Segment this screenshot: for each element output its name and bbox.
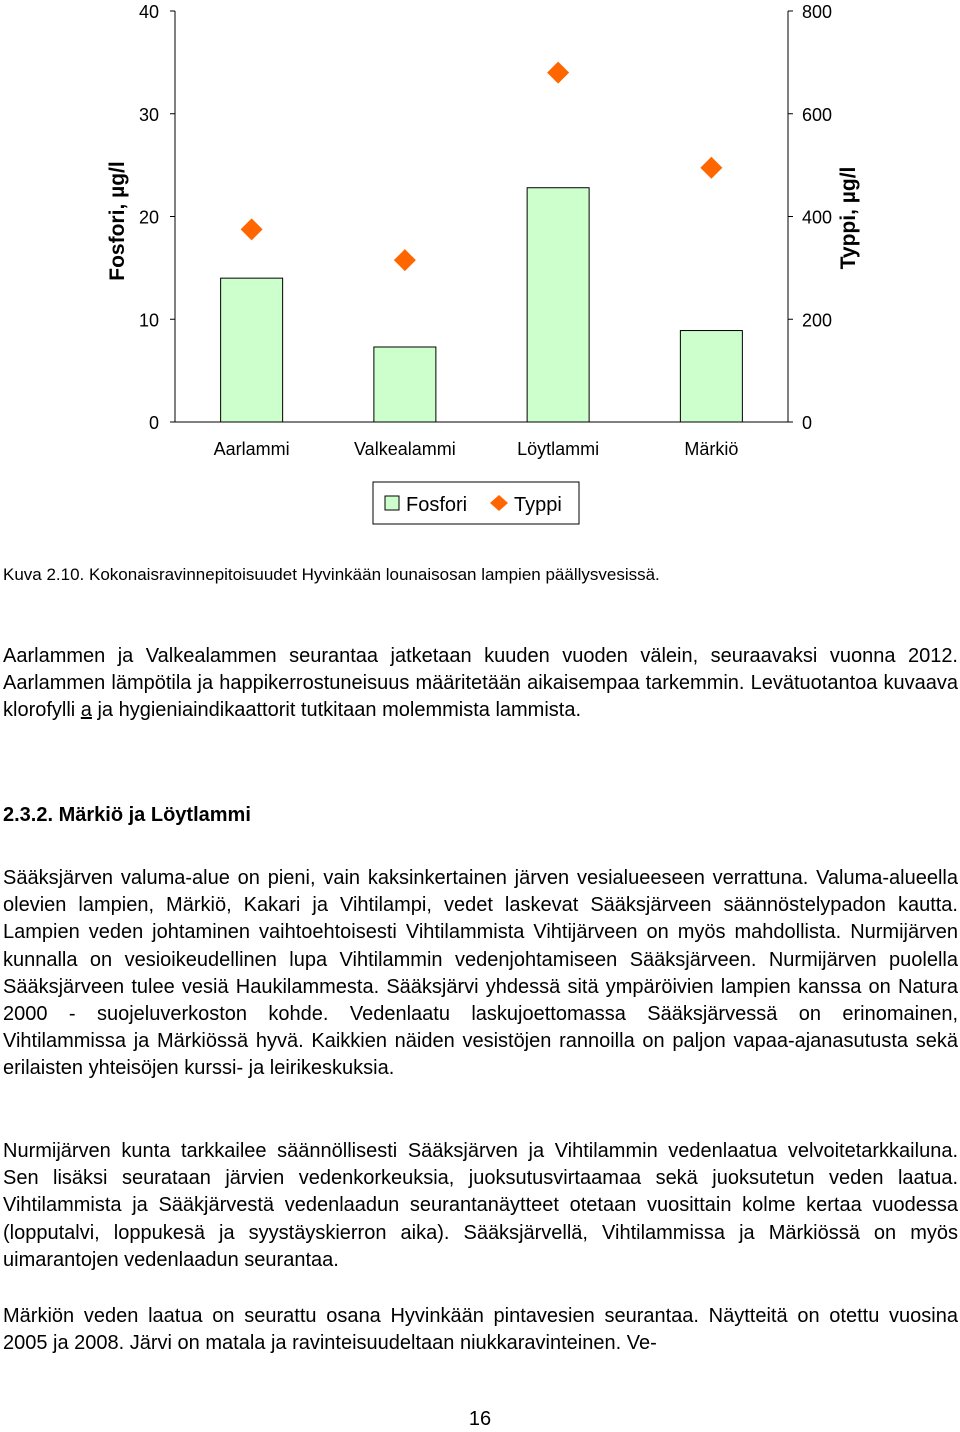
paragraph-1 [3, 643, 958, 725]
y-tick-label-left: 40 [138, 2, 159, 22]
paragraph-4: Märkiön veden laatua on seurattu osana Hyvinkään pintavesien seurantaa. Näytteitä on otettu vuosina 2005 ja 2008. Järvi on matala ja ravinteisuudeltaan niukkaravinteinen. Ve- [3, 1305, 958, 1355]
point-typpi [394, 249, 416, 271]
y-tick-label-left: 20 [138, 207, 159, 228]
nutrient-chart [0, 0, 960, 540]
y-tick-label-left: 30 [138, 104, 159, 125]
paragraph-3: Nurmijärven kunta tarkkailee säännöllisesti Sääksjärven ja Vihtilammin vedenlaatua velvoitetarkkailuna. Sen lisäksi seurataan järvien vedenkorkeuksia, juoksutusvirtaamaa sekä juoksutetun veden laatua. Vihtilammista ja Sääkjärvestä vedenlaadun seurantanäytteet otetaan vuosittain kolme kertaa vuodessa (lopputalvi, loppukesä ja syystäyskierron aika). Sääksjärvellä, Vihtilammissa ja Märkiössä on myös uimarantojen vedenlaadun seurantaa. [3, 1140, 958, 1271]
plot-area [139, 2, 832, 459]
paragraph-1-underlined: a [80, 699, 92, 722]
y-tick-label-right: 400 [802, 207, 833, 228]
legend-fosfori-label: Fosfori [406, 494, 468, 516]
paragraph-1-text-b: ja hygieniaindikaattorit tutkitaan molemmista lammista. [91, 699, 582, 722]
point-typpi [547, 62, 569, 84]
y-tick-label-left: 10 [138, 310, 159, 331]
x-tick-label: Märkiö [684, 439, 739, 459]
y-tick-label-right: 0 [802, 413, 813, 433]
point-typpi [700, 157, 722, 179]
y-tick-label-right: 800 [802, 2, 833, 22]
bar-fosfori [221, 278, 283, 422]
x-tick-label: Löytlammi [517, 439, 600, 459]
legend [373, 482, 579, 524]
x-tick-label: Aarlammi [213, 439, 290, 459]
paragraph-1-text-a: Aarlammen ja Valkealammen seurantaa jatketaan kuuden vuoden välein, seuraavaksi vuonna 2012. Aarlammen lämpötila ja happikerrostuneisuus määritetään aikaisempaa tarkemmin. Levätuotantoa kuvaava klorofylli [3, 645, 958, 722]
figure-caption: Kuva 2.10. Kokonaisravinnepitoisuudet Hyvinkään lounaisosan lampien päällysvesissä. [3, 565, 660, 584]
bar-fosfori [527, 188, 589, 422]
point-typpi [241, 218, 263, 240]
legend-typpi-label: Typpi [514, 494, 562, 516]
section-heading: 2.3.2. Märkiö ja Löytlammi [3, 804, 251, 826]
bar-fosfori [680, 331, 742, 422]
y-tick-label-right: 600 [802, 104, 833, 125]
y-axis-label-right: Typpi, µg/l [837, 166, 860, 270]
legend-fosfori-swatch [385, 496, 399, 510]
y-axis-label-left: Fosfori, µg/l [106, 161, 129, 281]
y-tick-label-right: 200 [802, 310, 833, 331]
paragraph-2: Sääksjärven valuma-alue on pieni, vain kaksinkertainen järven vesialueeseen verrattuna. Valuma-alueella olevien lampien, Märkiö, Kakari ja Vihtilampi, vedet laskevat Sääksjärveen säännöstelypadon kautta. Lampien veden johtaminen vaihtoehtoisesti Vihtilammista Vihtijärveen on myös mahdollista. Nurmijärven kunnalla on vesioikeudellinen lupa Vihtilammin vedenjohtamiseen Sääksjärveen. Nurmijärven puolella Sääksjärveen tulee vesiä Haukilammesta. Sääksjärvi yhdessä sitä ympäröivien lampien kanssa on Natura 2000 - suojeluverkoston kohde. Vedenlaatu laskujoettomassa Sääksjärvessä on erinomainen, Vihtilammissa ja Märkiössä hyvä. Kaikkien näiden vesistöjen rannoilla on paljon vapaa-ajanasutusta sekä erilaisten yhteisöjen kurssi- ja leirikeskuksia. [3, 867, 958, 1080]
bar-fosfori [374, 347, 436, 422]
y-tick-label-left: 0 [148, 413, 159, 433]
page-number: 16 [468, 1408, 492, 1430]
x-tick-label: Valkealammi [354, 439, 456, 459]
